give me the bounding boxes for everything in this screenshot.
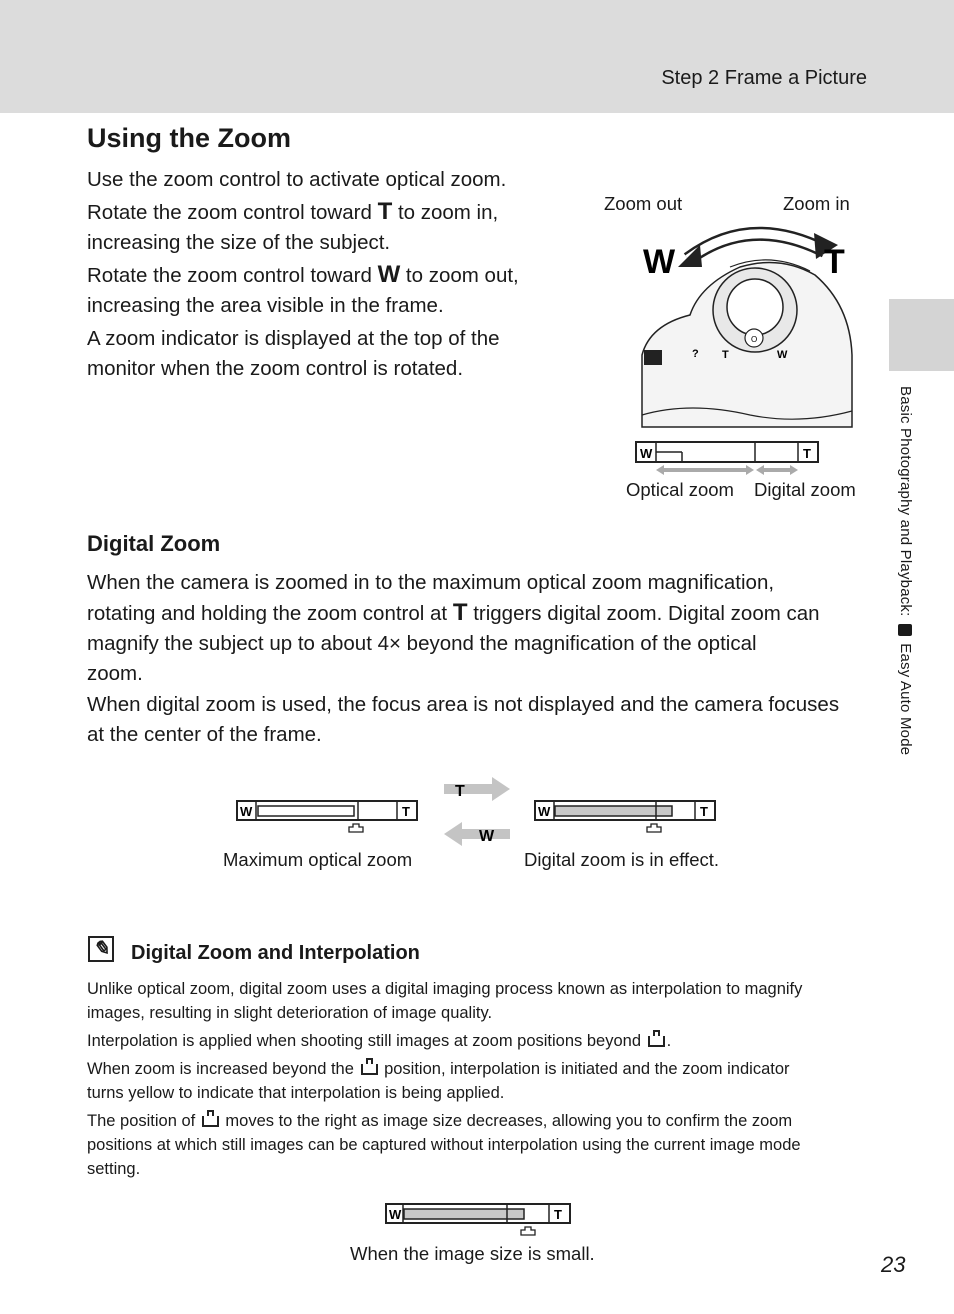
header-band (0, 0, 954, 113)
image-size-position-icon (648, 1036, 665, 1047)
svg-text:T: T (803, 446, 811, 461)
svg-text:T: T (402, 804, 410, 819)
svg-text:T: T (455, 783, 465, 800)
tele-key-label: T (824, 243, 845, 281)
chapter-label-mode: Easy Auto Mode (897, 638, 914, 756)
page-title: Using the Zoom (87, 123, 291, 153)
intro-p3: Rotate the zoom control toward W to zoom out, increasing the area visible in the frame. (87, 261, 519, 317)
max-optical-caption: Maximum optical zoom (223, 849, 413, 870)
tele-arrow (444, 777, 510, 801)
pencil-icon: ✎ (88, 936, 114, 962)
note-p1: Unlike optical zoom, digital zoom uses a digital imaging process known as interpolation to magnify images, resulting in slight deterioration of image quality. (87, 980, 803, 1022)
note-p2: Interpolation is applied when shooting still images at zoom positions beyond . (87, 1032, 672, 1050)
wide-arrow (444, 822, 510, 846)
svg-text:T: T (700, 804, 708, 819)
wide-arrowhead (678, 245, 702, 267)
digital-zoom-figure (232, 775, 722, 850)
optical-zoom-label: Optical zoom (626, 479, 734, 500)
svg-text:W: W (240, 804, 253, 819)
small-size-figure (383, 1200, 575, 1242)
intro-p4: A zoom indicator is displayed at the top of the monitor when the zoom control is rotated. (87, 327, 500, 380)
tele-key-icon: T (377, 198, 393, 225)
small-size-caption: When the image size is small. (350, 1243, 595, 1264)
wide-marks: ? (692, 348, 699, 360)
camera-mode-icon (898, 624, 912, 636)
digital-effect-caption: Digital zoom is in effect. (524, 849, 720, 870)
tele-key-icon: T (452, 599, 468, 626)
digital-p1: When the camera is zoomed in to the maximum optical zoom magnification, rotating and holding the zoom control at T triggers digital zoom. Digital zoom can magnify the subject up to about 4× beyond the magnification of the optical zoom. (87, 571, 820, 685)
digital-p2: When digital zoom is used, the focus area is not displayed and the camera focuses at the center of the frame. (87, 693, 840, 746)
svg-text:W: W (640, 446, 653, 461)
svg-text:W: W (777, 349, 788, 361)
zoom-in-label: Zoom in (783, 193, 850, 214)
svg-text:W: W (389, 1207, 402, 1222)
page-number: 23 (881, 1252, 906, 1277)
wide-key-label: W (643, 243, 676, 281)
intro-p1: Use the zoom control to activate optical zoom. (87, 168, 507, 191)
image-size-position-icon (361, 1064, 378, 1075)
note-p3: When zoom is increased beyond the position, interpolation is initiated and the zoom indicator turns yellow to indicate that interpolation is being applied. (87, 1060, 790, 1102)
shutter-button (727, 279, 783, 335)
svg-text:O: O (751, 335, 758, 344)
chapter-label-text: Basic Photography and Playback: (897, 386, 914, 621)
svg-text:W: W (479, 828, 495, 845)
digital-zoom-label: Digital zoom (754, 479, 856, 500)
header-step: Step 2 Frame a Picture (661, 67, 867, 89)
intro-p2: Rotate the zoom control toward T to zoom in, increasing the size of the subject. (87, 198, 499, 254)
digital-zoom-heading: Digital Zoom (87, 531, 221, 556)
svg-text:W: W (538, 804, 551, 819)
chapter-label (897, 386, 914, 755)
camera-zoom-figure (630, 215, 870, 505)
note-p4: The position of moves to the right as image size decreases, allowing you to confirm the zoom positions at which still images can be captured without interpolation using the current image mode setting. (87, 1112, 801, 1178)
image-size-position-icon (202, 1116, 219, 1127)
note-title: Digital Zoom and Interpolation (131, 942, 420, 964)
chapter-tab (889, 299, 954, 371)
wide-key-icon: W (377, 261, 401, 288)
tele-marks: T (722, 349, 729, 361)
svg-text:T: T (554, 1207, 562, 1222)
zoom-out-label: Zoom out (604, 193, 683, 214)
